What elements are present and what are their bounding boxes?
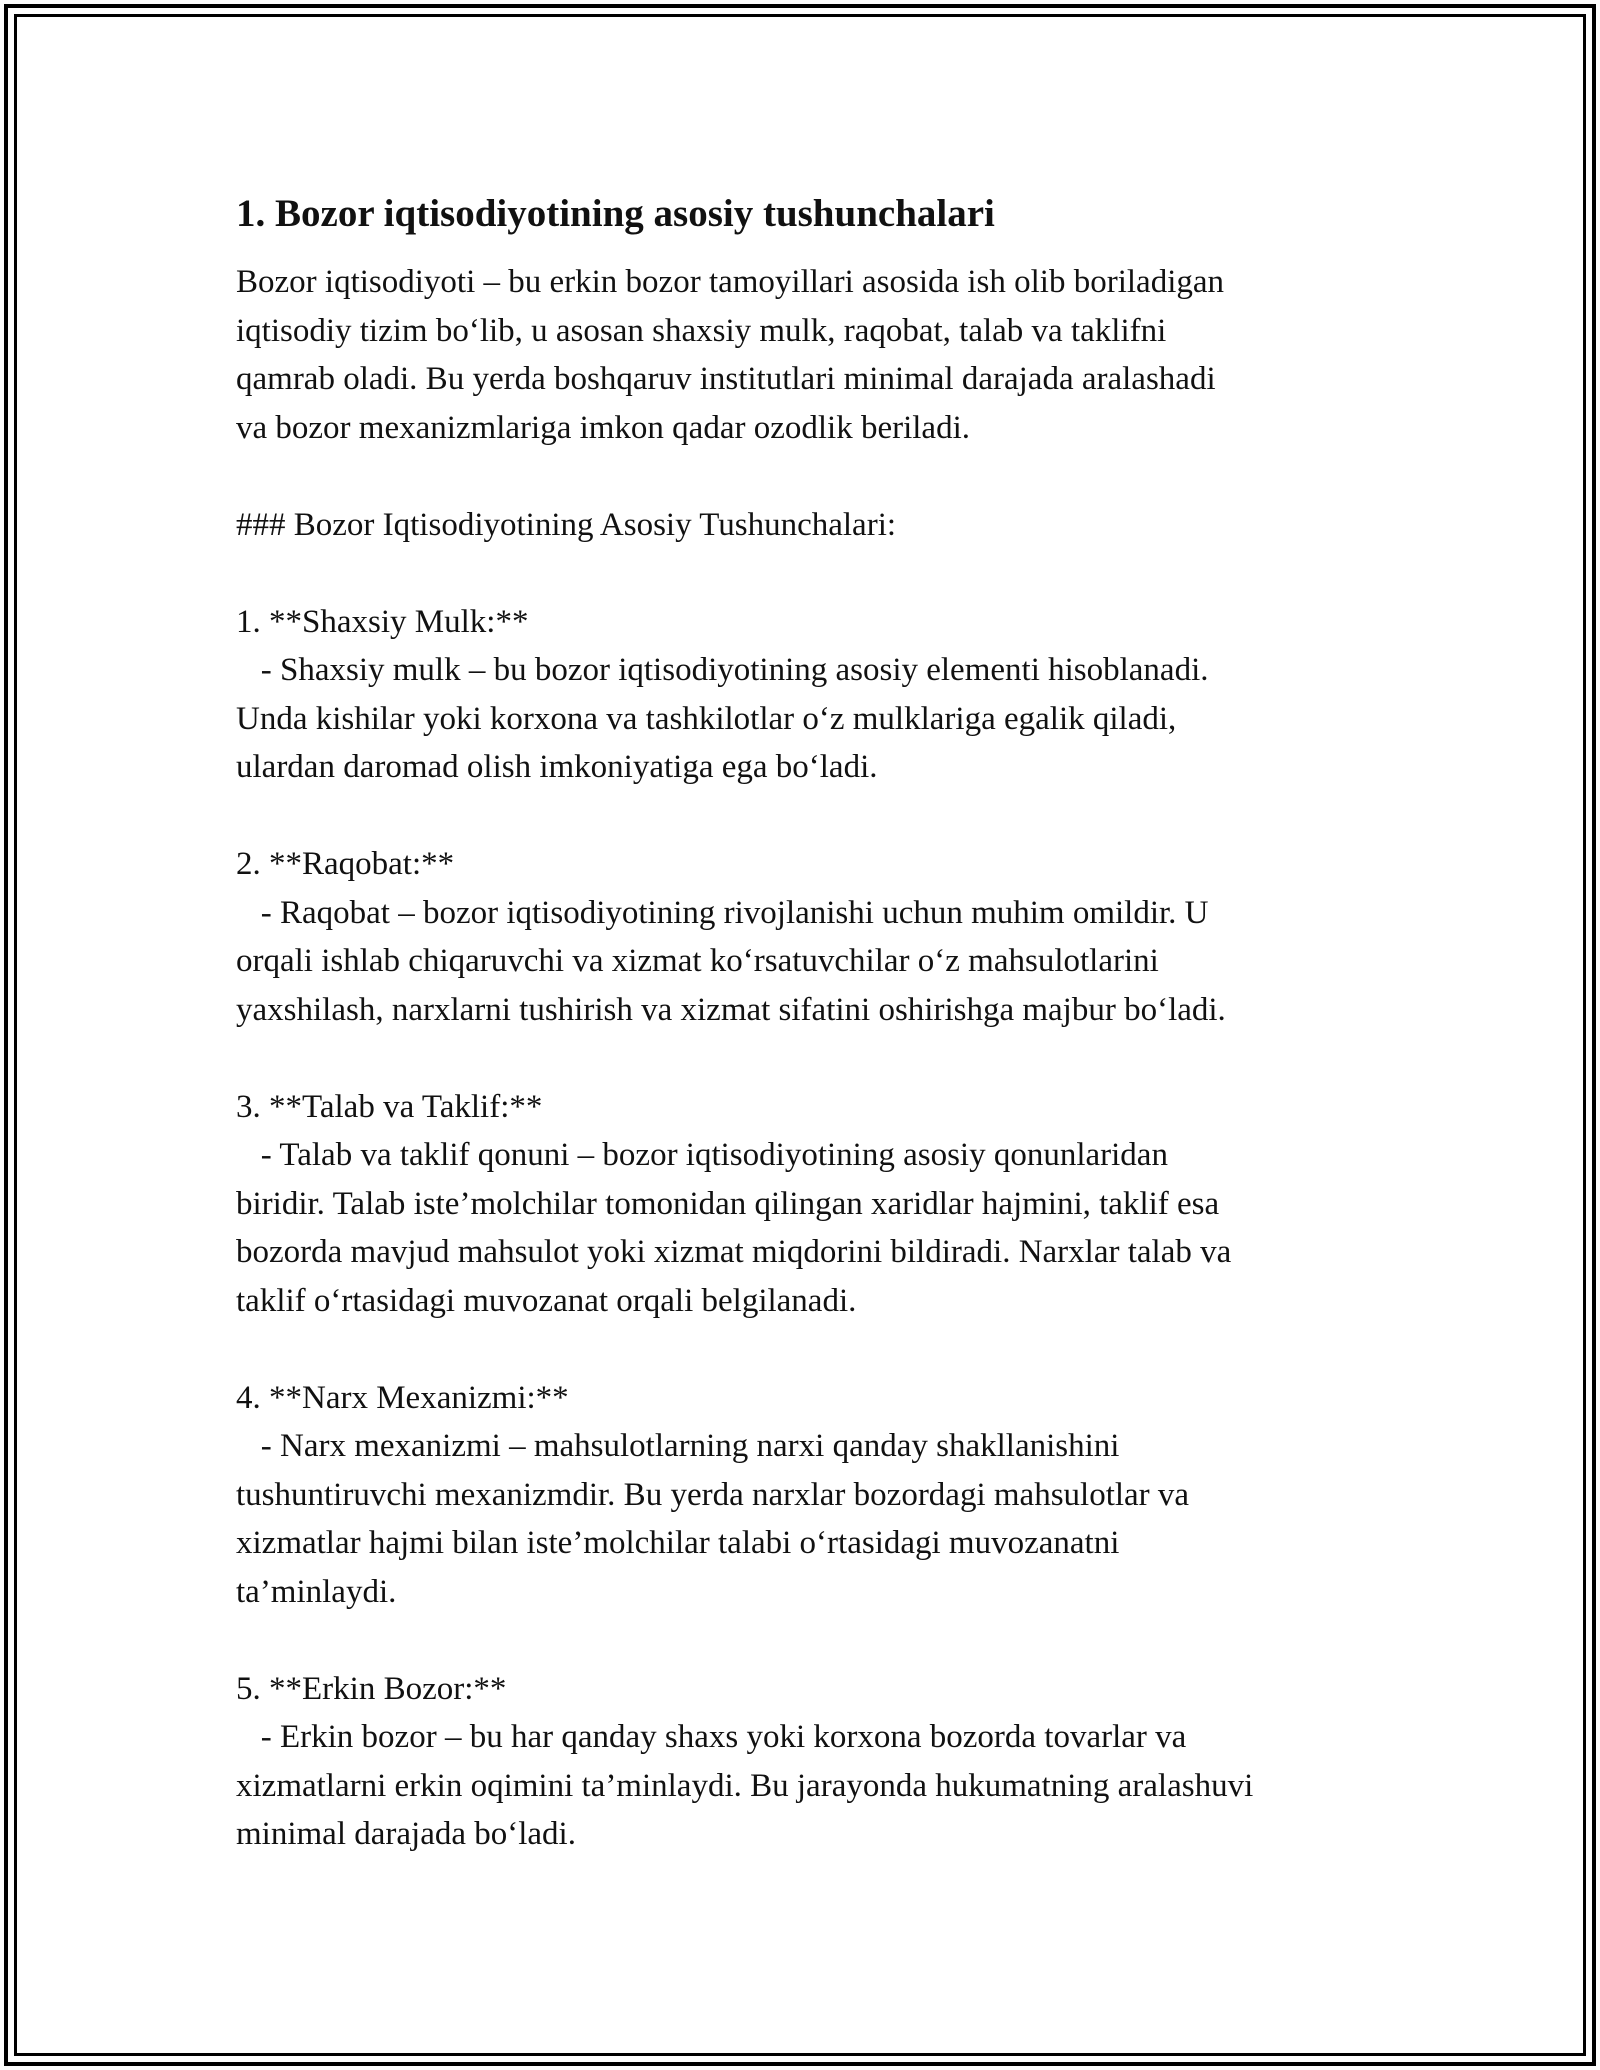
section-heading: ### Bozor Iqtisodiyotining Asosiy Tushunchalari: — [236, 506, 897, 543]
item-heading: 4. **Narx Mexanizmi:** — [236, 1379, 569, 1416]
item-line: orqali ishlab chiqaruvchi va xizmat ko‘rsatuvchilar o‘z mahsulotlarini — [236, 943, 1159, 979]
item-line: minimal darajada bo‘ladi. — [236, 1816, 576, 1852]
intro-line: Bozor iqtisodiyoti – bu erkin bozor tamoyillari asosida ish olib boriladigan — [236, 264, 1225, 300]
item-heading: 5. **Erkin Bozor:** — [236, 1670, 507, 1707]
spacer — [236, 1616, 1376, 1665]
document-body — [236, 190, 1376, 1859]
list-item — [236, 598, 1376, 792]
item-line: - Raqobat – bozor iqtisodiyotining rivojlanishi uchun muhim omildir. U — [236, 894, 1209, 931]
item-line: tushuntiruvchi mexanizmdir. Bu yerda narxlar bozordagi mahsulotlar va — [236, 1476, 1190, 1513]
spacer — [236, 1325, 1376, 1374]
intro-paragraph — [236, 258, 1376, 452]
intro-line: va bozor mexanizmlariga imkon qadar ozodlik beriladi. — [236, 409, 970, 446]
spacer — [236, 1034, 1376, 1083]
item-line: - Erkin bozor – bu har qanday shaxs yoki korxona bozorda tovarlar va — [236, 1719, 1187, 1755]
item-heading: 2. **Raqobat:** — [236, 846, 455, 882]
item-line: Unda kishilar yoki korxona va tashkilotlar o‘z mulklariga egalik qiladi, — [236, 700, 1177, 737]
item-line: - Shaxsiy mulk – bu bozor iqtisodiyotining asosiy elementi hisoblanadi. — [236, 652, 1209, 688]
item-line: taklif o‘rtasidagi muvozanat orqali belgilanadi. — [236, 1282, 857, 1319]
item-line: bozorda mavjud mahsulot yoki xizmat miqdorini bildiradi. Narxlar talab va — [236, 1234, 1232, 1270]
spacer — [236, 549, 1376, 598]
spacer — [236, 792, 1376, 841]
spacer — [236, 452, 1376, 501]
item-line: xizmatlarni erkin oqimini ta’minlaydi. Bu jarayonda hukumatning aralashuvi — [236, 1767, 1254, 1804]
item-line: ulardan daromad olish imkoniyatiga ega bo‘ladi. — [236, 749, 878, 785]
item-heading: 3. **Talab va Taklif:** — [236, 1088, 543, 1125]
item-heading: 1. **Shaxsiy Mulk:** — [236, 603, 529, 640]
list-item — [236, 1374, 1376, 1617]
item-line: xizmatlar hajmi bilan iste’molchilar talabi o‘rtasidagi muvozanatni — [236, 1525, 1120, 1561]
item-line: biridir. Talab iste’molchilar tomonidan qilingan xaridlar hajmini, taklif esa — [236, 1185, 1220, 1222]
list-item — [236, 840, 1376, 1034]
document-title: 1. Bozor iqtisodiyotining asosiy tushunchalari — [236, 192, 995, 235]
item-line: yaxshilash, narxlarni tushirish va xizmat sifatini oshirishga majbur bo‘ladi. — [236, 991, 1226, 1028]
item-line: ta’minlaydi. — [236, 1573, 397, 1610]
list-item — [236, 1665, 1376, 1859]
item-line: - Talab va taklif qonuni – bozor iqtisodiyotining asosiy qonunlaridan — [236, 1137, 1168, 1173]
intro-line: iqtisodiy tizim bo‘lib, u asosan shaxsiy mulk, raqobat, talab va taklifni — [236, 312, 1167, 349]
intro-line: qamrab oladi. Bu yerda boshqaruv institutlari minimal darajada aralashadi — [236, 361, 1216, 397]
list-item — [236, 1083, 1376, 1326]
item-line: - Narx mexanizmi – mahsulotlarning narxi qanday shakllanishini — [236, 1428, 1120, 1464]
